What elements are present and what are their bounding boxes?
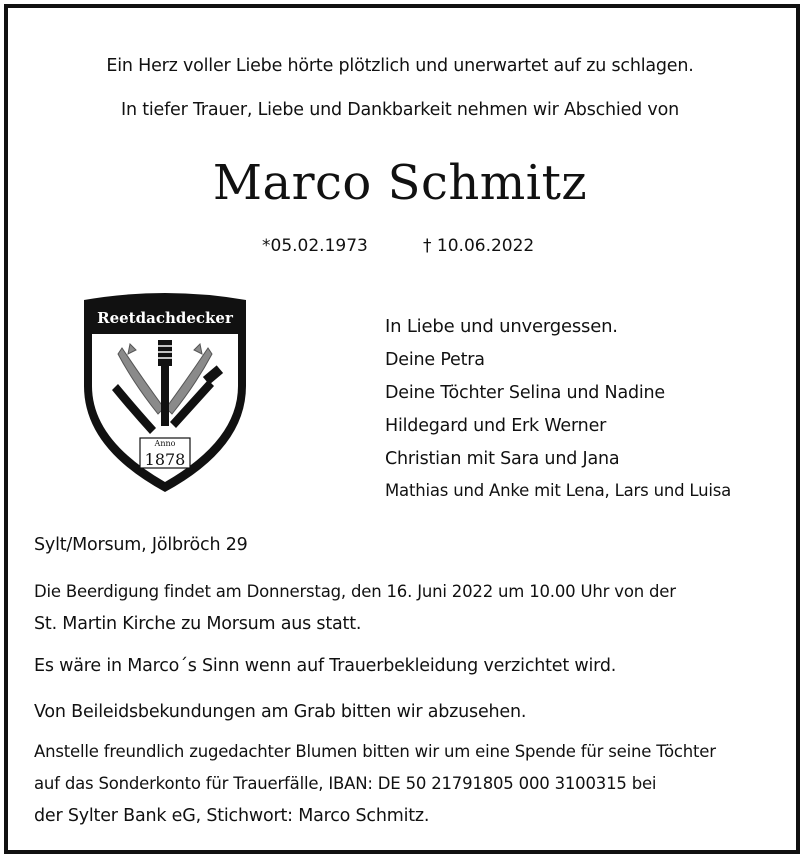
condolence-note: Von Beileidsbekundungen am Grab bitten wir abzusehen. (34, 702, 527, 722)
family-line-1: In Liebe und unvergessen. (385, 316, 618, 337)
family-line-2: Deine Petra (385, 350, 485, 370)
intro-line-1: Ein Herz voller Liebe hörte plötzlich und unerwartet auf zu schlagen. (106, 56, 694, 76)
donation-line-1: Anstelle freundlich zugedachter Blumen bitten wir um eine Spende für seine Töchter (34, 742, 716, 761)
crest-banner-text: Reetdachdecker (97, 309, 233, 327)
donation-line-3: der Sylter Bank eG, Stichwort: Marco Schmitz. (34, 806, 430, 826)
family-line-4: Hildegard und Erk Werner (385, 416, 607, 436)
address-line: Sylt/Morsum, Jölbröch 29 (34, 535, 248, 555)
clothing-note: Es wäre in Marco´s Sinn wenn auf Trauerbekleidung verzichtet wird. (34, 656, 617, 676)
thatcher-guild-crest-icon (78, 288, 252, 494)
family-line-6: Mathias und Anke mit Lena, Lars und Luisa (385, 481, 732, 500)
donation-line-2: auf das Sonderkonto für Trauerfälle, IBAN: DE 50 21791805 000 3100315 bei (34, 774, 657, 793)
funeral-line-1: Die Beerdigung findet am Donnerstag, den 16. Juni 2022 um 10.00 Uhr von der (34, 582, 676, 601)
family-line-3: Deine Töchter Selina und Nadine (385, 383, 666, 403)
crest-anno-label: Anno (154, 439, 176, 448)
death-date: † 10.06.2022 (423, 236, 535, 256)
funeral-line-2: St. Martin Kirche zu Morsum aus statt. (34, 614, 362, 634)
birth-date: *05.02.1973 (262, 236, 368, 256)
deceased-name: Marco Schmitz (212, 155, 588, 211)
crest-year: 1878 (144, 450, 186, 469)
intro-line-2: In tiefer Trauer, Liebe und Dankbarkeit nehmen wir Abschied von (120, 100, 679, 120)
family-line-5: Christian mit Sara und Jana (385, 449, 620, 469)
